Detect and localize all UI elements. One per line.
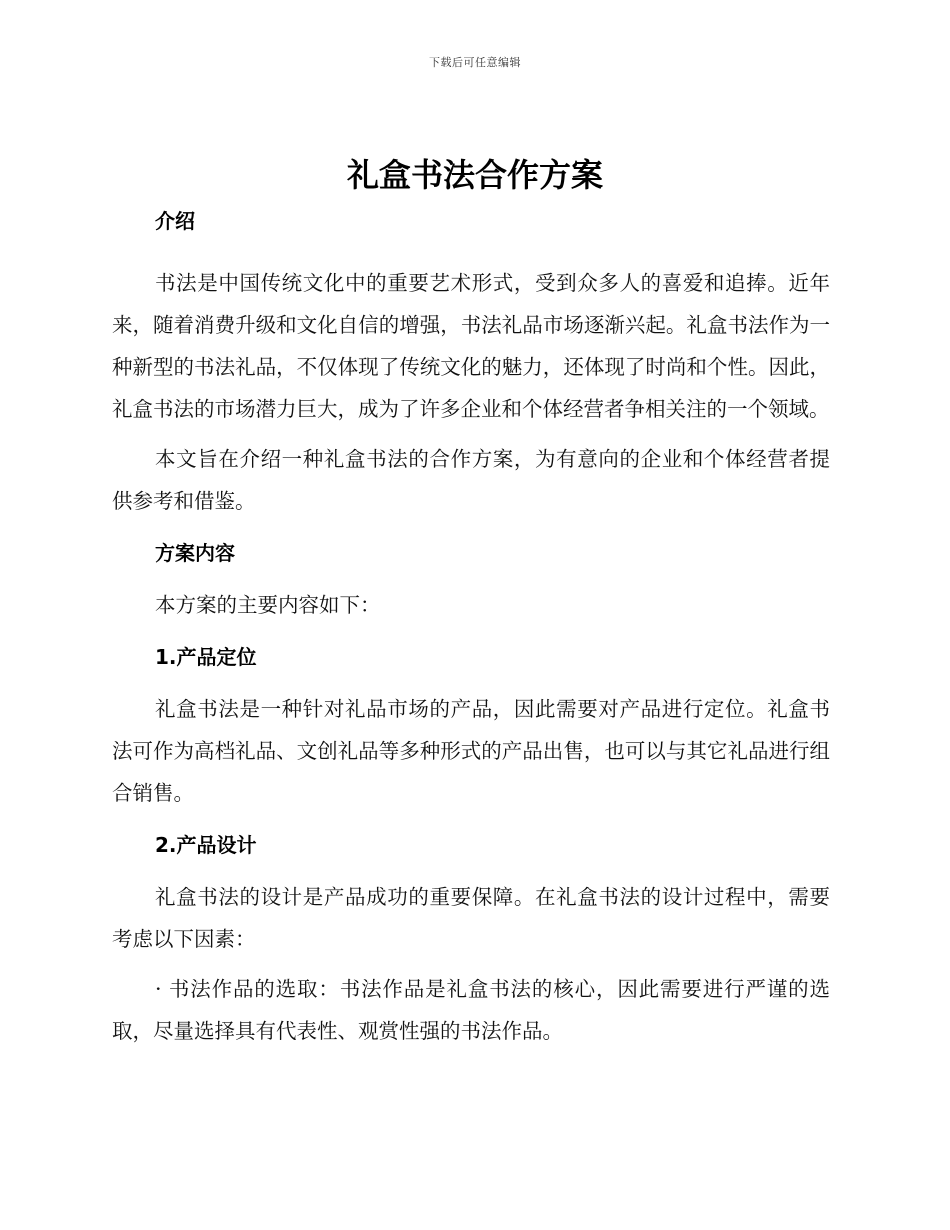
paragraph-intro-2: 本文旨在介绍一种礼盒书法的合作方案，为有意向的企业和个体经营者提供参考和借鉴。 xyxy=(112,447,830,513)
section-heading-positioning: 1.产品定位 xyxy=(155,645,257,669)
bullet-design-1: · 书法作品的选取：书法作品是礼盒书法的核心，因此需要进行严谨的选取，尽量选择具有代表性、观赏性强的书法作品。 xyxy=(112,977,830,1043)
paragraph-positioning-1: 礼盒书法是一种针对礼品市场的产品，因此需要对产品进行定位。礼盒书法可作为高档礼品、文创礼品等多种形式的产品出售，也可以与其它礼品进行组合销售。 xyxy=(112,697,830,805)
paragraph-plan-1: 本方案的主要内容如下： xyxy=(155,593,381,617)
header-note: 下载后可任意编辑 xyxy=(429,56,521,69)
section-heading-design: 2.产品设计 xyxy=(155,833,257,857)
document-body xyxy=(112,204,830,1052)
section-heading-plan: 方案内容 xyxy=(155,541,235,565)
paragraph-design-1: 礼盒书法的设计是产品成功的重要保障。在礼盒书法的设计过程中，需要考虑以下因素： xyxy=(112,885,830,951)
section-heading-intro: 介绍 xyxy=(155,209,195,233)
document-title: 礼盒书法合作方案 xyxy=(346,156,603,194)
paragraph-intro-1: 书法是中国传统文化中的重要艺术形式，受到众多人的喜爱和追捧。近年来，随着消费升级和文化自信的增强，书法礼品市场逐渐兴起。礼盒书法作为一种新型的书法礼品，不仅体现了传统文化的魅力，还体现了时尚和个性。因此，礼盒书法的市场潜力巨大，成为了许多企业和个体经营者争相关注的一个领域。 xyxy=(112,271,830,421)
